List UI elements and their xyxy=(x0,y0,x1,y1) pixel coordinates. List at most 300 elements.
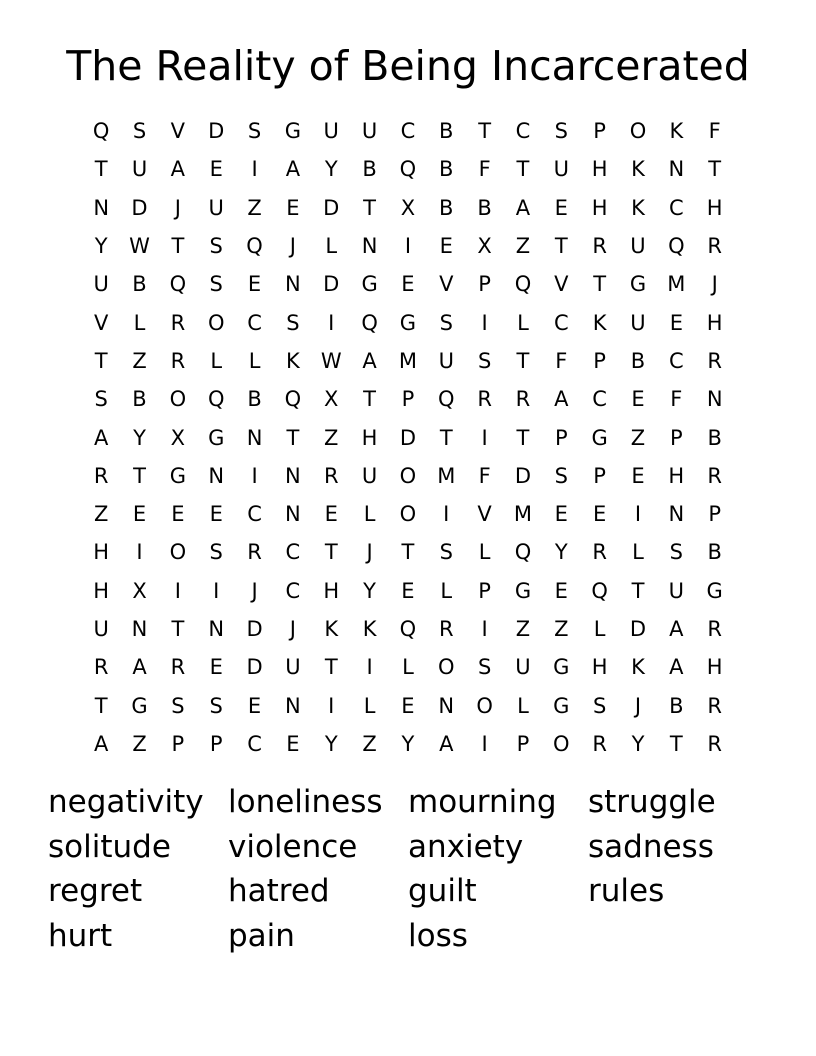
grid-letter[interactable]: Z xyxy=(554,617,569,641)
grid-letter[interactable]: H xyxy=(93,540,110,565)
grid-letter[interactable]: Y xyxy=(94,234,108,259)
grid-letter[interactable]: X xyxy=(400,195,416,220)
grid-letter[interactable]: T xyxy=(363,195,376,220)
grid-letter[interactable]: S xyxy=(171,693,185,718)
grid-letter[interactable]: E xyxy=(631,387,645,412)
grid-letter[interactable]: R xyxy=(592,234,607,259)
grid-letter[interactable]: D xyxy=(323,272,340,297)
grid-letter[interactable]: Y xyxy=(324,157,338,182)
grid-letter[interactable]: D xyxy=(399,425,416,450)
grid-letter[interactable]: N xyxy=(285,463,301,488)
grid-letter[interactable]: G xyxy=(553,693,570,718)
grid-letter[interactable]: V xyxy=(554,272,569,297)
grid-letter[interactable]: T xyxy=(516,425,530,450)
grid-letter[interactable]: T xyxy=(363,387,376,412)
grid-letter[interactable]: Q xyxy=(399,157,417,182)
grid-letter[interactable]: N xyxy=(93,195,110,220)
grid-letter[interactable]: G xyxy=(284,119,302,144)
word-bank-item: anxiety xyxy=(408,828,524,865)
grid-letter[interactable]: O xyxy=(476,693,493,718)
grid-letter[interactable]: P xyxy=(478,578,491,603)
grid-letter[interactable]: E xyxy=(439,234,453,259)
grid-letter[interactable]: L xyxy=(325,234,338,259)
grid-letter[interactable]: T xyxy=(94,693,108,718)
grid-letter[interactable]: U xyxy=(361,119,378,144)
grid-letter[interactable]: J xyxy=(634,693,642,718)
grid-letter[interactable]: Q xyxy=(207,387,225,412)
grid-letter[interactable]: O xyxy=(399,502,417,527)
grid-letter[interactable]: O xyxy=(207,310,225,335)
grid-letter[interactable]: J xyxy=(711,272,718,297)
grid-letter[interactable]: U xyxy=(630,234,646,259)
grid-letter[interactable]: A xyxy=(515,195,531,220)
grid-letter[interactable]: T xyxy=(669,731,683,756)
grid-letter[interactable]: E xyxy=(209,157,223,182)
grid-letter[interactable]: R xyxy=(170,655,186,680)
grid-letter[interactable]: T xyxy=(593,272,607,297)
grid-letter[interactable]: I xyxy=(366,655,373,680)
grid-letter[interactable]: E xyxy=(209,502,223,527)
grid-letter[interactable]: N xyxy=(208,617,225,641)
grid-letter[interactable]: M xyxy=(513,502,533,527)
grid-letter[interactable]: G xyxy=(131,693,148,718)
grid-letter[interactable]: G xyxy=(629,272,647,297)
grid-letter[interactable]: N xyxy=(706,387,723,412)
grid-letter[interactable]: E xyxy=(286,195,300,220)
page-title: The Reality of Being Incarcerated xyxy=(66,42,750,90)
grid-letter[interactable]: T xyxy=(631,578,645,603)
grid-letter[interactable]: W xyxy=(320,348,342,373)
grid-letter[interactable]: T xyxy=(554,234,568,259)
grid-letter[interactable]: R xyxy=(707,348,722,373)
grid-letter[interactable]: T xyxy=(286,425,300,450)
grid-letter[interactable]: S xyxy=(247,119,262,144)
grid-letter[interactable]: Y xyxy=(324,731,338,756)
grid-letter[interactable]: R xyxy=(477,387,492,412)
grid-letter[interactable]: G xyxy=(553,655,570,680)
grid-letter[interactable]: C xyxy=(285,578,301,603)
grid-letter[interactable]: B xyxy=(707,425,722,450)
grid-letter[interactable]: T xyxy=(94,157,108,182)
grid-letter[interactable]: T xyxy=(324,655,338,680)
grid-letter[interactable]: I xyxy=(481,310,488,335)
grid-letter[interactable]: W xyxy=(129,234,150,259)
grid-letter[interactable]: I xyxy=(404,234,412,259)
grid-letter[interactable]: R xyxy=(707,463,722,488)
grid-letter[interactable]: P xyxy=(669,425,683,450)
grid-letter[interactable]: T xyxy=(94,348,108,373)
grid-letter[interactable]: C xyxy=(285,540,301,565)
grid-letter[interactable]: X xyxy=(132,578,147,603)
grid-letter[interactable]: B xyxy=(630,348,646,373)
grid-letter[interactable]: Z xyxy=(362,731,377,756)
grid-letter[interactable]: E xyxy=(401,578,415,603)
grid-letter[interactable]: Y xyxy=(631,731,645,756)
grid-letter[interactable]: Z xyxy=(324,425,339,450)
grid-letter[interactable]: Z xyxy=(515,617,531,641)
grid-letter[interactable]: B xyxy=(439,119,454,144)
word-bank-item: hatred xyxy=(228,873,330,910)
grid-letter[interactable]: A xyxy=(93,731,109,756)
grid-letter[interactable]: R xyxy=(170,348,186,373)
grid-letter[interactable]: T xyxy=(133,463,146,488)
grid-letter[interactable]: L xyxy=(632,540,644,565)
grid-letter[interactable]: X xyxy=(324,387,339,412)
grid-letter[interactable]: N xyxy=(131,617,148,641)
grid-letter[interactable]: T xyxy=(324,540,338,565)
grid-letter[interactable]: A xyxy=(132,655,147,680)
grid-letter[interactable]: A xyxy=(669,617,684,641)
grid-letter[interactable]: A xyxy=(93,425,109,450)
grid-letter[interactable]: S xyxy=(477,348,492,373)
grid-letter[interactable]: Y xyxy=(133,425,146,450)
grid-letter[interactable]: G xyxy=(208,425,225,450)
word-bank-item: struggle xyxy=(588,784,716,820)
grid-row xyxy=(82,265,734,303)
grid-letter[interactable]: P xyxy=(708,502,721,527)
grid-letter[interactable]: E xyxy=(554,578,568,603)
grid-letter[interactable]: Z xyxy=(132,731,147,756)
grid-letter[interactable]: S xyxy=(669,540,683,565)
grid-letter[interactable]: E xyxy=(324,502,338,527)
grid-letter[interactable]: U xyxy=(361,463,378,488)
grid-letter[interactable]: L xyxy=(517,310,529,335)
grid-letter[interactable]: N xyxy=(208,463,225,488)
grid-letter[interactable]: E xyxy=(554,502,568,527)
grid-letter[interactable]: I xyxy=(481,617,488,641)
grid-letter[interactable]: S xyxy=(209,540,223,565)
grid-letter[interactable]: E xyxy=(247,693,262,718)
grid-letter[interactable]: J xyxy=(251,578,258,603)
grid-letter[interactable]: F xyxy=(555,348,568,373)
grid-letter[interactable]: E xyxy=(171,502,185,527)
grid-letter[interactable]: U xyxy=(438,348,454,373)
grid-letter[interactable]: E xyxy=(401,693,415,718)
grid-letter[interactable]: Z xyxy=(132,348,147,373)
grid-letter[interactable]: J xyxy=(289,617,296,641)
grid-letter[interactable]: O xyxy=(399,463,417,488)
word-bank-item: negativity xyxy=(48,784,204,820)
grid-letter[interactable]: J xyxy=(366,540,373,565)
grid-letter[interactable]: P xyxy=(401,387,415,412)
grid-letter[interactable]: A xyxy=(669,655,684,680)
grid-letter[interactable]: F xyxy=(478,463,491,488)
grid-letter[interactable]: E xyxy=(401,272,415,297)
grid-letter[interactable]: X xyxy=(170,425,186,450)
grid-letter[interactable]: D xyxy=(208,119,225,144)
grid-letter[interactable]: Q xyxy=(514,272,532,297)
grid-letter[interactable]: N xyxy=(438,693,455,718)
grid-letter[interactable]: I xyxy=(136,540,143,565)
grid-letter[interactable]: L xyxy=(363,502,376,527)
grid-letter[interactable]: E xyxy=(593,502,607,527)
grid-letter[interactable]: N xyxy=(285,502,301,527)
grid-letter[interactable]: E xyxy=(132,502,147,527)
grid-letter[interactable]: E xyxy=(209,655,223,680)
grid-letter[interactable]: C xyxy=(247,502,262,527)
grid-letter[interactable]: U xyxy=(515,655,531,680)
grid-letter[interactable]: E xyxy=(631,463,645,488)
grid-letter[interactable]: H xyxy=(706,310,723,335)
grid-letter[interactable]: Z xyxy=(93,502,109,527)
grid-letter[interactable]: G xyxy=(591,425,608,450)
grid-letter[interactable]: C xyxy=(553,310,569,335)
grid-letter[interactable]: H xyxy=(706,655,723,680)
grid-letter[interactable]: Q xyxy=(668,234,685,259)
grid-letter[interactable]: C xyxy=(247,310,262,335)
grid-letter[interactable]: Q xyxy=(361,310,378,335)
grid-letter[interactable]: R xyxy=(707,617,722,641)
grid-letter[interactable]: E xyxy=(669,310,683,335)
grid-letter[interactable]: I xyxy=(328,310,335,335)
grid-letter[interactable]: R xyxy=(592,731,607,756)
grid-letter[interactable]: Q xyxy=(246,234,263,259)
grid-letter[interactable]: Q xyxy=(514,540,532,565)
grid-letter[interactable]: H xyxy=(361,425,378,450)
grid-letter[interactable]: H xyxy=(591,195,608,220)
grid-letter[interactable]: Q xyxy=(399,617,417,641)
grid-letter[interactable]: K xyxy=(669,119,684,144)
grid-letter[interactable]: D xyxy=(629,617,647,641)
grid-letter[interactable]: I xyxy=(251,157,258,182)
grid-letter[interactable]: R xyxy=(93,655,109,680)
grid-letter[interactable]: N xyxy=(668,157,685,182)
grid-letter[interactable]: J xyxy=(289,234,296,259)
grid-letter[interactable]: T xyxy=(171,234,185,259)
grid-letter[interactable]: R xyxy=(707,731,722,756)
grid-letter[interactable]: L xyxy=(210,348,223,373)
grid-letter[interactable]: A xyxy=(554,387,569,412)
grid-letter[interactable]: R xyxy=(438,617,454,641)
grid-letter[interactable]: G xyxy=(399,310,417,335)
grid-letter[interactable]: C xyxy=(668,348,684,373)
grid-letter[interactable]: F xyxy=(670,387,683,412)
grid-letter[interactable]: Z xyxy=(630,425,646,450)
grid-letter[interactable]: K xyxy=(631,655,645,680)
grid-letter[interactable]: I xyxy=(443,502,450,527)
grid-letter[interactable]: N xyxy=(285,272,301,297)
grid-letter[interactable]: T xyxy=(708,157,722,182)
grid-letter[interactable]: I xyxy=(213,578,220,603)
grid-letter[interactable]: G xyxy=(169,463,186,488)
grid-letter[interactable]: A xyxy=(439,731,454,756)
grid-letter[interactable]: N xyxy=(285,693,301,718)
grid-letter[interactable]: U xyxy=(285,655,301,680)
grid-letter[interactable]: P xyxy=(516,731,530,756)
grid-letter[interactable]: M xyxy=(437,463,456,488)
grid-letter[interactable]: N xyxy=(361,234,378,259)
grid-letter[interactable]: U xyxy=(668,578,685,603)
grid-letter[interactable]: B xyxy=(132,272,147,297)
grid-letter[interactable]: Q xyxy=(591,578,608,603)
grid-letter[interactable]: V xyxy=(170,119,186,144)
grid-letter[interactable]: I xyxy=(481,731,488,756)
grid-letter[interactable]: V xyxy=(93,310,109,335)
grid-letter[interactable]: V xyxy=(477,502,492,527)
grid-letter[interactable]: Z xyxy=(515,234,531,259)
grid-letter[interactable]: D xyxy=(514,463,532,488)
grid-letter[interactable]: O xyxy=(629,119,647,144)
grid-letter[interactable]: S xyxy=(554,463,568,488)
grid-letter[interactable]: Q xyxy=(169,272,187,297)
grid-letter[interactable]: C xyxy=(515,119,531,144)
grid-letter[interactable]: L xyxy=(478,540,491,565)
grid-letter[interactable]: S xyxy=(286,310,300,335)
grid-letter[interactable]: S xyxy=(592,693,607,718)
word-bank xyxy=(48,780,788,958)
grid-letter[interactable]: E xyxy=(554,195,568,220)
grid-letter[interactable]: S xyxy=(94,387,108,412)
grid-letter[interactable]: R xyxy=(707,234,722,259)
grid-letter[interactable]: U xyxy=(131,157,148,182)
grid-row xyxy=(82,610,734,648)
grid-letter[interactable]: D xyxy=(246,617,263,641)
grid-letter[interactable]: B xyxy=(707,540,722,565)
grid-letter[interactable]: T xyxy=(401,540,415,565)
grid-letter[interactable]: E xyxy=(286,731,300,756)
grid-letter[interactable]: S xyxy=(477,655,492,680)
grid-letter[interactable]: D xyxy=(131,195,148,220)
grid-letter[interactable]: Y xyxy=(363,578,376,603)
grid-letter[interactable]: X xyxy=(477,234,492,259)
grid-letter[interactable]: S xyxy=(132,119,147,144)
grid-letter[interactable]: T xyxy=(439,425,453,450)
grid-letter[interactable]: N xyxy=(668,502,685,527)
grid-letter[interactable]: K xyxy=(631,195,645,220)
grid-letter[interactable]: U xyxy=(93,272,109,297)
grid-letter[interactable]: O xyxy=(169,387,187,412)
grid-letter[interactable]: L xyxy=(248,348,261,373)
grid-letter[interactable]: B xyxy=(477,195,492,220)
grid-letter[interactable]: K xyxy=(324,617,339,641)
grid-letter[interactable]: P xyxy=(209,731,223,756)
grid-letter[interactable]: P xyxy=(593,119,606,144)
grid-letter[interactable]: M xyxy=(398,348,417,373)
word-bank-item: rules xyxy=(588,873,665,910)
grid-letter[interactable]: G xyxy=(514,578,532,603)
grid-letter[interactable]: A xyxy=(170,157,186,182)
grid-letter[interactable]: I xyxy=(251,463,258,488)
grid-letter[interactable]: R xyxy=(592,540,607,565)
grid-letter[interactable]: K xyxy=(362,617,377,641)
grid-letter[interactable]: B xyxy=(132,387,147,412)
grid-letter[interactable]: R xyxy=(93,463,109,488)
grid-letter[interactable]: L xyxy=(593,617,606,641)
word-bank-item: mourning xyxy=(408,784,557,820)
grid-letter[interactable]: H xyxy=(706,195,723,220)
grid-letter[interactable]: E xyxy=(247,272,262,297)
grid-letter[interactable]: N xyxy=(246,425,263,450)
grid-letter[interactable]: C xyxy=(400,119,416,144)
grid-letter[interactable]: R xyxy=(515,387,531,412)
grid-letter[interactable]: U xyxy=(208,195,224,220)
grid-letter[interactable]: G xyxy=(706,578,723,603)
grid-letter[interactable]: C xyxy=(592,387,607,412)
grid-letter[interactable]: B xyxy=(247,387,262,412)
grid-letter[interactable]: V xyxy=(439,272,454,297)
grid-letter[interactable]: K xyxy=(592,310,607,335)
grid-letter[interactable]: I xyxy=(481,425,488,450)
grid-letter[interactable]: S xyxy=(209,234,223,259)
grid-letter[interactable]: R xyxy=(323,463,339,488)
grid-letter[interactable]: P xyxy=(554,425,568,450)
grid-letter[interactable]: D xyxy=(323,195,340,220)
grid-letter[interactable]: P xyxy=(478,272,491,297)
grid-letter[interactable]: R xyxy=(170,310,186,335)
grid-letter[interactable]: M xyxy=(667,272,686,297)
grid-letter[interactable]: B xyxy=(439,157,454,182)
grid-letter[interactable]: C xyxy=(247,731,262,756)
grid-letter[interactable]: O xyxy=(553,731,570,756)
grid-letter[interactable]: S xyxy=(209,272,223,297)
grid-letter[interactable]: H xyxy=(591,157,608,182)
grid-letter[interactable]: U xyxy=(553,157,569,182)
grid-letter[interactable]: P xyxy=(593,463,606,488)
grid-letter[interactable]: U xyxy=(630,310,646,335)
grid-letter[interactable]: H xyxy=(93,578,110,603)
grid-letter[interactable]: Y xyxy=(554,540,568,565)
grid-letter[interactable]: R xyxy=(707,693,722,718)
grid-letter[interactable]: T xyxy=(516,348,530,373)
grid-letter[interactable]: Z xyxy=(247,195,262,220)
grid-letter[interactable]: Y xyxy=(401,731,415,756)
grid-letter[interactable]: K xyxy=(286,348,300,373)
grid-letter[interactable]: S xyxy=(554,119,568,144)
grid-letter[interactable]: Q xyxy=(92,119,110,144)
grid-letter[interactable]: L xyxy=(363,693,376,718)
grid-letter[interactable]: L xyxy=(440,578,453,603)
grid-letter[interactable]: J xyxy=(174,195,181,220)
grid-letter[interactable]: B xyxy=(439,195,454,220)
grid-letter[interactable]: C xyxy=(668,195,684,220)
grid-letter[interactable]: H xyxy=(591,655,608,680)
grid-letter[interactable]: R xyxy=(247,540,262,565)
grid-letter[interactable]: U xyxy=(93,617,109,641)
grid-letter[interactable]: T xyxy=(171,617,185,641)
grid-letter[interactable]: A xyxy=(285,157,301,182)
grid-letter[interactable]: L xyxy=(133,310,146,335)
grid-letter[interactable]: G xyxy=(361,272,378,297)
grid-letter[interactable]: F xyxy=(708,119,721,144)
grid-letter[interactable]: I xyxy=(174,578,181,603)
grid-letter[interactable]: Q xyxy=(284,387,302,412)
grid-letter[interactable]: H xyxy=(323,578,340,603)
grid-letter[interactable]: T xyxy=(478,119,492,144)
grid-letter[interactable]: B xyxy=(362,157,377,182)
grid-letter[interactable]: K xyxy=(631,157,645,182)
grid-letter[interactable]: S xyxy=(209,693,223,718)
grid-letter[interactable]: D xyxy=(246,655,263,680)
grid-letter[interactable]: P xyxy=(593,348,606,373)
grid-letter[interactable]: B xyxy=(669,693,684,718)
grid-letter[interactable]: H xyxy=(668,463,685,488)
grid-letter[interactable]: Q xyxy=(438,387,455,412)
grid-letter[interactable]: I xyxy=(328,693,335,718)
grid-row xyxy=(82,342,734,380)
grid-letter[interactable]: U xyxy=(323,119,339,144)
grid-letter[interactable]: L xyxy=(402,655,414,680)
grid-letter[interactable]: S xyxy=(439,310,453,335)
grid-letter[interactable]: A xyxy=(362,348,377,373)
grid-letter[interactable]: I xyxy=(634,502,642,527)
grid-letter[interactable]: S xyxy=(439,540,453,565)
grid-letter[interactable]: O xyxy=(438,655,455,680)
grid-letter[interactable]: O xyxy=(169,540,187,565)
grid-letter[interactable]: L xyxy=(517,693,529,718)
grid-letter[interactable]: F xyxy=(478,157,491,182)
grid-letter[interactable]: P xyxy=(171,731,185,756)
grid-letter[interactable]: T xyxy=(516,157,530,182)
